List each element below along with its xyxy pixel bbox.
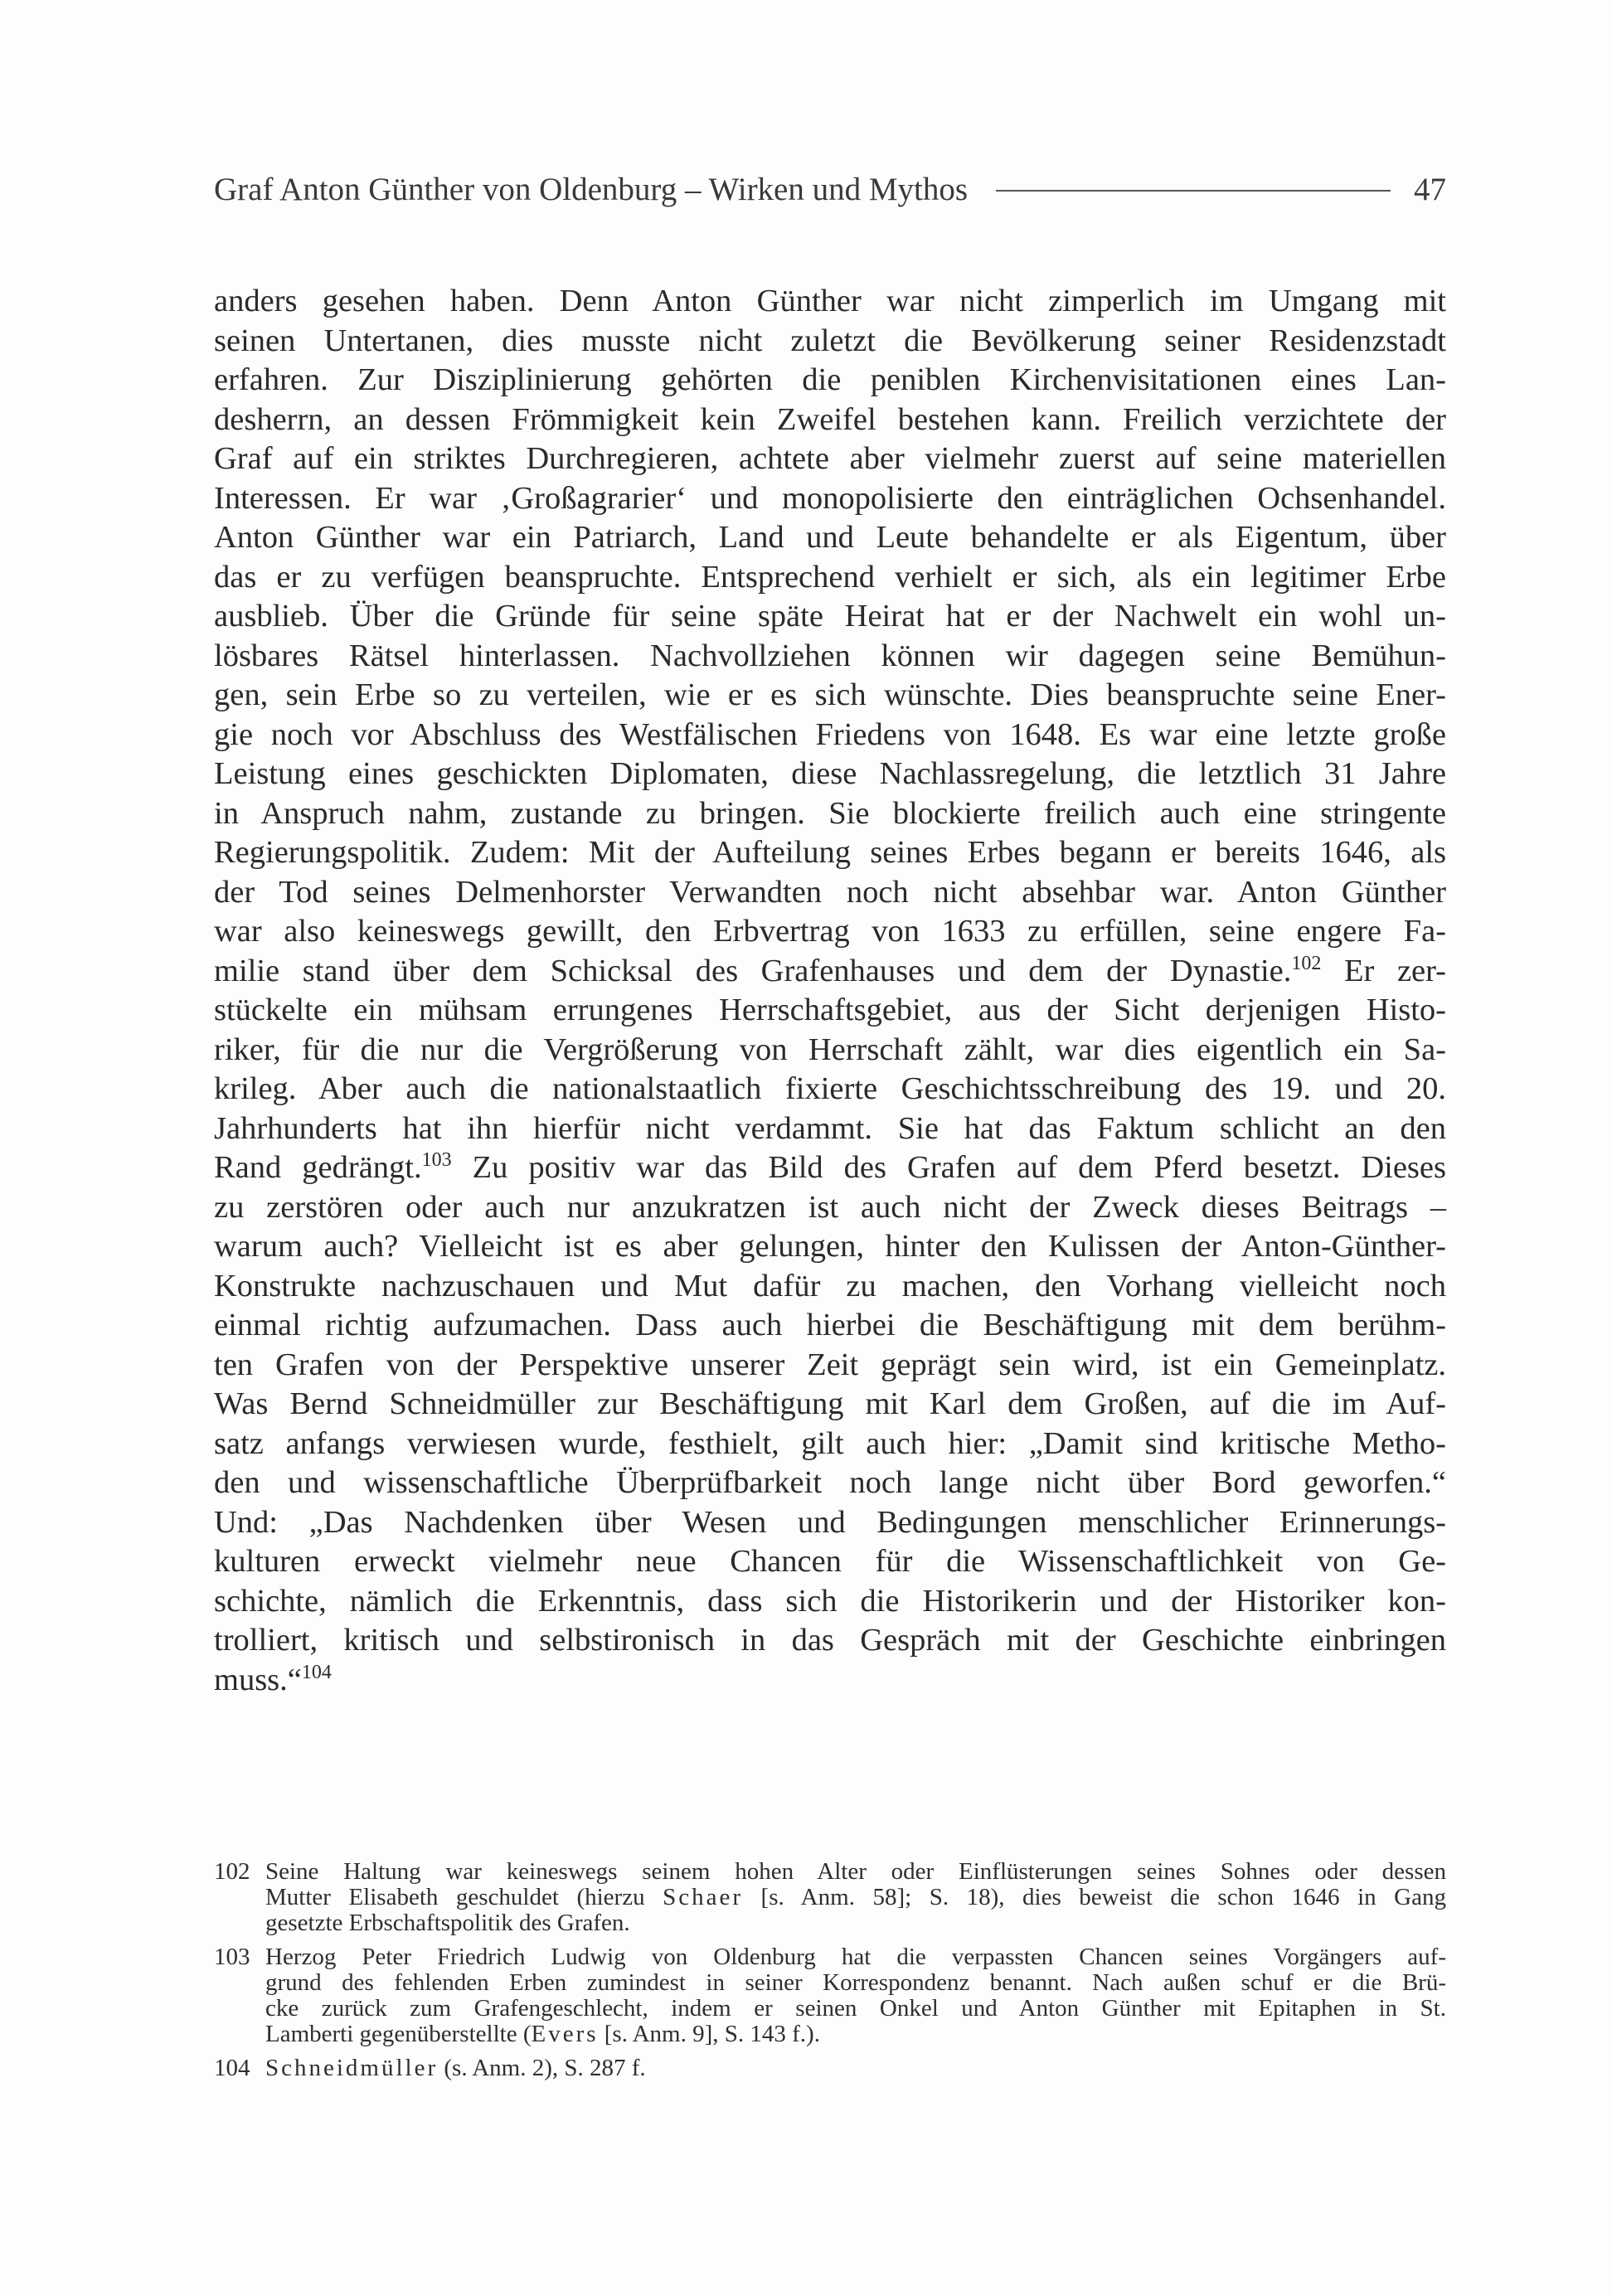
body-line	[214, 1503, 1446, 1543]
footnote-line-text: gesetzte Erbschaftspolitik des Grafen.	[265, 1910, 630, 1936]
body-line-text: ten Grafen von der Perspektive unserer Zeit geprägt sein wird, ist ein Gemeinplatz.	[214, 1347, 1446, 1382]
body-line-text: Jahrhunderts hat ihn hierfür nicht verdammt. Sie hat das Faktum schlicht an den	[214, 1110, 1446, 1146]
body-line-text: in Anspruch nahm, zustande zu bringen. Sie blockierte freilich auch eine stringente	[214, 795, 1446, 831]
body-line-text: lösbares Rätsel hinterlassen. Nachvollziehen können wir dagegen seine Bemühun-	[214, 638, 1446, 673]
body-line	[214, 597, 1446, 637]
footnote	[214, 1944, 1446, 2047]
body-line	[214, 1661, 1446, 1701]
body-line	[214, 518, 1446, 558]
footnote-body	[265, 1859, 1446, 1936]
author-name: Schneidmüller	[265, 2055, 439, 2081]
body-line	[214, 1109, 1446, 1149]
body-line-text: satz anfangs verwiesen wurde, festhielt, gilt auch hier: „Damit sind kritische Metho-	[214, 1425, 1446, 1461]
body-line	[214, 479, 1446, 519]
body-line-text: warum auch? Vielleicht ist es aber gelungen, hinter den Kulissen der Anton-Günther-	[214, 1229, 1446, 1264]
body-line	[214, 1070, 1446, 1109]
body-line-text: Und: „Das Nachdenken über Wesen und Bedingungen menschlicher Erinnerungs-	[214, 1504, 1446, 1540]
body-text	[214, 282, 1446, 1700]
body-line-text-after-note: Er zer-	[1321, 953, 1446, 988]
body-line-text: Was Bernd Schneidmüller zur Beschäftigung mit Karl dem Großen, auf die im Auf-	[214, 1386, 1446, 1421]
body-line-text: erfahren. Zur Disziplinierung gehörten die peniblen Kirchenvisitationen eines Lan-	[214, 362, 1446, 397]
footnotes	[214, 1859, 1446, 2090]
footnote-number: 102	[214, 1858, 250, 1885]
body-line-text: Anton Günther war ein Patriarch, Land und Leute behandelte er als Eigentum, über	[214, 520, 1446, 555]
body-line	[214, 1542, 1446, 1582]
body-line-text: einmal richtig aufzumachen. Dass auch hierbei die Beschäftigung mit dem berühm-	[214, 1308, 1446, 1342]
body-line-text: Regierungspolitik. Zudem: Mit der Aufteilung seines Erbes begann er bereits 1646, als	[214, 835, 1446, 870]
body-line	[214, 361, 1446, 400]
footnote	[214, 1859, 1446, 1936]
body-line	[214, 1346, 1446, 1386]
body-line	[214, 1464, 1446, 1503]
body-line-text: war also keineswegs gewillt, den Erbvertrag von 1633 zu erfüllen, seine engere Fa-	[214, 914, 1446, 949]
body-line	[214, 1267, 1446, 1307]
author-name: Evers	[531, 2021, 599, 2047]
body-line-text: desherrn, an dessen Frömmigkeit kein Zweifel bestehen kann. Freilich verzichtete der	[214, 401, 1446, 437]
body-line	[214, 282, 1446, 322]
body-line-text: schichte, nämlich die Erkenntnis, dass sich die Historikerin und der Historiker kon-	[214, 1583, 1446, 1619]
footnote-line-text: grund des fehlenden Erben zumindest in seiner Korrespondenz benannt. Nach außen schuf er die Brü-	[265, 1969, 1446, 1996]
body-line-text: krileg. Aber auch die nationalstaatlich fixierte Geschichtsschreibung des 19. und 20.	[214, 1071, 1446, 1106]
footnote-body	[265, 2056, 1446, 2081]
body-line	[214, 676, 1446, 716]
body-line-text: stückelte ein mühsam errungenes Herrschaftsgebiet, aus der Sicht derjenigen Histo-	[214, 993, 1446, 1027]
body-line-text-after-note: Zu positiv war das Bild des Grafen auf dem Pferd besetzt. Dieses	[451, 1150, 1446, 1185]
body-line	[214, 794, 1446, 834]
body-line	[214, 1148, 1446, 1188]
body-line-text: zu zerstören oder auch nur anzukratzen ist auch nicht der Zweck dieses Beitrags –	[214, 1189, 1446, 1225]
body-line-text: ausblieb. Über die Gründe für seine späte Heirat hat er der Nachwelt ein wohl un-	[214, 599, 1446, 633]
body-line	[214, 716, 1446, 755]
running-head-title: Graf Anton Günther von Oldenburg – Wirken und Mythos	[214, 171, 969, 207]
body-line	[214, 952, 1446, 992]
body-line	[214, 1188, 1446, 1228]
body-line	[214, 912, 1446, 952]
author-name: Schaer	[663, 1884, 744, 1910]
body-line-text: milie stand über dem Schicksal des Grafenhauses und dem der Dynastie.	[214, 953, 1292, 988]
body-line	[214, 991, 1446, 1031]
body-line	[214, 322, 1446, 362]
body-line	[214, 755, 1446, 794]
body-line	[214, 637, 1446, 677]
body-line	[214, 1425, 1446, 1464]
body-line-text: Leistung eines geschickten Diplomaten, diese Nachlassregelung, die letztlich 31 Jahre	[214, 756, 1446, 791]
footnote-number: 103	[214, 1944, 250, 1970]
body-line-text: kulturen erweckt vielmehr neue Chancen für die Wissenschaftlichkeit von Ge-	[214, 1544, 1446, 1579]
footnote-marker[interactable]: 102	[1291, 952, 1322, 974]
body-line-text: das er zu verfügen beanspruchte. Entsprechend verhielt er sich, als ein legitimer Erbe	[214, 559, 1446, 595]
footnote-line-text-after: (s. Anm. 2), S. 287 f.	[438, 2055, 646, 2081]
body-line	[214, 1227, 1446, 1267]
body-line-text: Interessen. Er war ‚Großagrarier‘ und monopolisierte den einträglichen Ochsenhandel.	[214, 480, 1446, 516]
footnote-body	[265, 1944, 1446, 2047]
body-line	[214, 1385, 1446, 1425]
footnote-marker[interactable]: 104	[301, 1661, 332, 1683]
footnote-line-text: Herzog Peter Friedrich Ludwig von Oldenburg hat die verpassten Chancen seines Vorgängers auf-	[265, 1944, 1446, 1970]
body-line	[214, 1621, 1446, 1661]
body-line	[214, 439, 1446, 479]
footnote-line-text: Lamberti gegenüberstellte (	[265, 2021, 532, 2047]
body-line-text: muss.“	[214, 1662, 302, 1697]
body-line-text: riker, für die nur die Vergrößerung von Herrschaft zählt, war dies eigentlich ein Sa-	[214, 1032, 1446, 1067]
body-line-text: den und wissenschaftliche Überprüfbarkeit noch lange nicht über Bord geworfen.“	[214, 1465, 1446, 1500]
footnote-line-text: Mutter Elisabeth geschuldet (hierzu	[265, 1884, 663, 1910]
footnote	[214, 2056, 1446, 2081]
footnote-line-text: Seine Haltung war keineswegs seinem hohen Alter oder Einflüsterungen seines Sohnes oder dessen	[265, 1858, 1446, 1885]
footnote-line	[265, 2022, 1446, 2047]
body-line	[214, 1306, 1446, 1346]
body-line-text: Rand gedrängt.	[214, 1150, 422, 1185]
footnote-line	[265, 1996, 1446, 2022]
body-line	[214, 833, 1446, 873]
page-number: 47	[1414, 171, 1446, 207]
footnote-line-text-after: [s. Anm. 9], S. 143 f.).	[598, 2021, 820, 2047]
body-line	[214, 1582, 1446, 1622]
footnote-line-text: cke zurück zum Grafengeschlecht, indem er seinen Onkel und Anton Günther mit Epitaphen in St.	[265, 1995, 1446, 2022]
body-line	[214, 558, 1446, 598]
footnote-line	[265, 2056, 1446, 2081]
body-line-text: der Tod seines Delmenhorster Verwandten noch nicht absehbar war. Anton Günther	[214, 874, 1446, 910]
body-line-text: seinen Untertanen, dies musste nicht zuletzt die Bevölkerung seiner Residenzstadt	[214, 323, 1446, 358]
footnote-line-text-after: [s. Anm. 58]; S. 18), dies beweist die schon 1646 in Gang	[743, 1884, 1446, 1910]
body-line	[214, 1031, 1446, 1070]
footnote-marker[interactable]: 103	[421, 1149, 452, 1172]
body-line-text: anders gesehen haben. Denn Anton Günther war nicht zimperlich im Umgang mit	[214, 284, 1446, 318]
body-line-text: gen, sein Erbe so zu verteilen, wie er es sich wünschte. Dies beanspruchte seine Ener-	[214, 677, 1446, 712]
footnote-line	[265, 1910, 1446, 1936]
body-line-text: trolliert, kritisch und selbstironisch in das Gespräch mit der Geschichte einbringen	[214, 1623, 1446, 1658]
body-line	[214, 400, 1446, 440]
running-head-rule	[996, 190, 1391, 192]
body-line-text: gie noch vor Abschluss des Westfälischen Friedens von 1648. Es war eine letzte große	[214, 716, 1446, 752]
footnote-line	[265, 1970, 1446, 1996]
running-head	[214, 164, 1446, 214]
footnote-line	[265, 1944, 1446, 1970]
body-line-text: Graf auf ein striktes Durchregieren, achtete aber vielmehr zuerst auf seine materiellen	[214, 441, 1446, 476]
footnote-line	[265, 1859, 1446, 1885]
body-line	[214, 873, 1446, 913]
footnote-number: 104	[214, 2055, 250, 2081]
body-line-text: Konstrukte nachzuschauen und Mut dafür zu machen, den Vorhang vielleicht noch	[214, 1268, 1446, 1303]
footnote-line	[265, 1885, 1446, 1910]
